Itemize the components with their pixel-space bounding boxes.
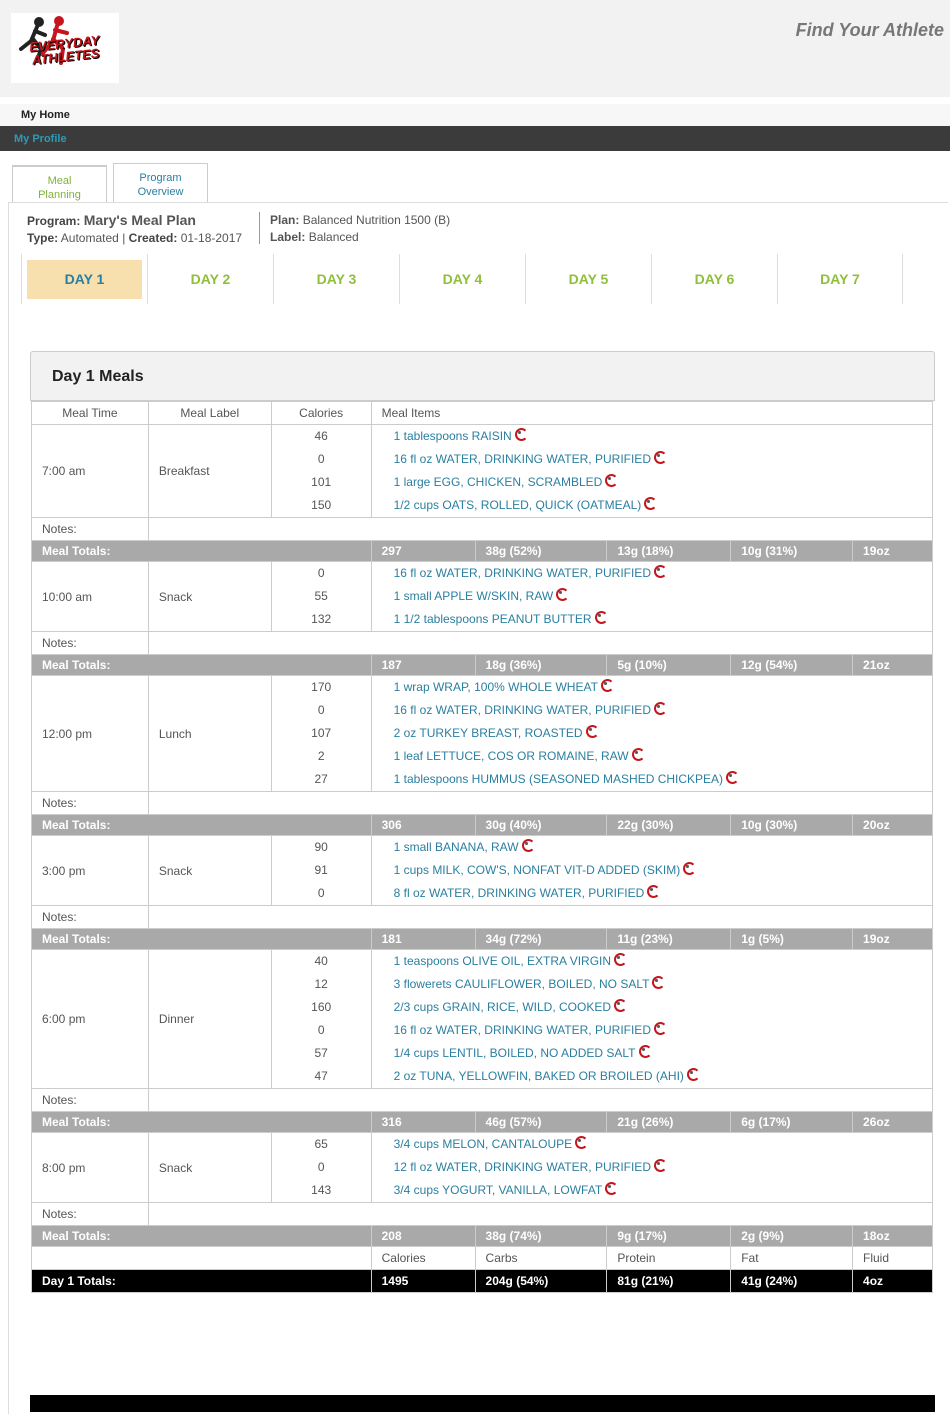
item-calories: 170 (311, 680, 332, 694)
day-total-carbs: 204g (54%) (475, 1270, 607, 1293)
total-carbs: 30g (40%) (475, 815, 607, 836)
separator: | (122, 231, 126, 245)
total-cal: 181 (371, 929, 475, 950)
meal-items-cell (371, 676, 932, 792)
swap-icon[interactable] (600, 678, 612, 690)
total-protein: 5g (10%) (607, 655, 731, 676)
meal-totals-row (32, 815, 933, 836)
notes-row (32, 518, 933, 541)
meal-item-link[interactable] (382, 699, 922, 722)
swap-icon[interactable] (646, 884, 658, 896)
swap-icon[interactable] (653, 1021, 665, 1033)
item-calories: 0 (317, 452, 325, 466)
summary-label-fluid: Fluid (853, 1247, 933, 1270)
meal-item-text: 3/4 cups YOGURT, VANILLA, LOWFAT (393, 1183, 603, 1197)
item-calories: 27 (314, 772, 328, 786)
notes-field[interactable] (148, 906, 932, 929)
summary-label-protein: Protein (607, 1247, 731, 1270)
total-cal: 306 (371, 815, 475, 836)
meal-item-text: 1 tablespoons RAISIN (393, 429, 512, 443)
meal-item-text: 3 flowerets CAULIFLOWER, BOILED, NO SALT (393, 977, 650, 991)
meal-item-text: 1 teaspoons OLIVE OIL, EXTRA VIRGIN (393, 954, 612, 968)
meal-item-link[interactable] (382, 1156, 922, 1179)
meal-totals-label: Meal Totals: (32, 815, 372, 836)
site-logo[interactable] (11, 13, 119, 83)
meal-items-cell (371, 562, 932, 632)
swap-icon[interactable] (653, 701, 665, 713)
meal-item-link[interactable] (382, 608, 922, 631)
plan-label-value: Balanced (308, 230, 359, 244)
item-calories: 160 (311, 1000, 332, 1014)
meals-header-box (30, 351, 935, 401)
meal-item-link[interactable] (382, 836, 922, 859)
total-protein: 21g (26%) (607, 1112, 731, 1133)
total-carbs: 38g (74%) (475, 1226, 607, 1247)
tab-label: Program Overview (137, 172, 184, 198)
meal-item-text: 2 oz TURKEY BREAST, ROASTED (393, 726, 583, 740)
meals-table (31, 401, 933, 1293)
swap-icon[interactable] (653, 564, 665, 576)
find-athlete-link[interactable]: Find Your Athlete (795, 20, 944, 40)
meal-totals-label: Meal Totals: (32, 541, 372, 562)
notes-label: Notes: (32, 518, 149, 541)
day-total-protein: 81g (21%) (607, 1270, 731, 1293)
swap-icon[interactable] (574, 1135, 586, 1147)
swap-icon[interactable] (638, 1044, 650, 1056)
notes-field[interactable] (148, 632, 932, 655)
meal-totals-row (32, 1226, 933, 1247)
meal-item-text: 1 1/2 tablespoons PEANUT BUTTER (393, 612, 592, 626)
col-meal-items: Meal Items (371, 402, 932, 425)
meal-totals-label: Meal Totals: (32, 1226, 372, 1247)
swap-icon[interactable] (686, 1067, 698, 1079)
meal-label: Dinner (148, 950, 271, 1089)
meal-item-text: 8 fl oz WATER, DRINKING WATER, PURIFIED (393, 886, 645, 900)
meal-row (32, 676, 933, 792)
meal-item-link[interactable] (382, 950, 922, 973)
meal-label: Snack (148, 1133, 271, 1203)
meals-title: Day 1 Meals (52, 368, 144, 385)
meal-row (32, 425, 933, 518)
total-fat: 10g (30%) (731, 815, 853, 836)
meal-calories-cell (271, 425, 371, 518)
meal-item-link[interactable] (382, 494, 922, 517)
meal-items-cell (371, 950, 932, 1089)
meal-item-text: 1 wrap WRAP, 100% WHOLE WHEAT (393, 680, 598, 694)
total-protein: 9g (17%) (607, 1226, 731, 1247)
meal-item-link[interactable] (382, 471, 922, 494)
item-calories: 12 (314, 977, 328, 991)
item-calories: 46 (314, 429, 328, 443)
item-calories: 55 (314, 589, 328, 603)
total-fluid: 21oz (853, 655, 933, 676)
col-calories: Calories (271, 402, 371, 425)
meal-label: Snack (148, 836, 271, 906)
meal-item-text: 16 fl oz WATER, DRINKING WATER, PURIFIED (393, 1023, 651, 1037)
total-fat: 6g (17%) (731, 1112, 853, 1133)
tab-meal-planning[interactable] (12, 165, 107, 203)
tab-label: Meal Planning (38, 175, 81, 201)
meal-calories-cell (271, 950, 371, 1089)
day-total-cal: 1495 (371, 1270, 475, 1293)
program-type: Automated (60, 231, 119, 245)
meal-item-text: 2 oz TUNA, YELLOWFIN, BAKED OR BROILED (AHI) (393, 1069, 684, 1083)
program-info (27, 212, 242, 247)
day-totals-label: Day 1 Totals: (32, 1270, 372, 1293)
meal-time: 7:00 am (32, 425, 149, 518)
program-label: Program: (27, 214, 81, 228)
meal-item-text: 1 small APPLE W/SKIN, RAW (393, 589, 554, 603)
day-tab-2[interactable] (147, 254, 273, 304)
item-calories: 150 (311, 498, 332, 512)
total-cal: 208 (371, 1226, 475, 1247)
meal-calories-cell (271, 676, 371, 792)
summary-spacer (32, 1247, 372, 1270)
day-tab-1[interactable] (21, 254, 147, 304)
meal-time: 10:00 am (32, 562, 149, 632)
meal-item-link[interactable] (382, 1133, 922, 1156)
meal-item-text: 16 fl oz WATER, DRINKING WATER, PURIFIED (393, 566, 651, 580)
notes-label: Notes: (32, 1203, 149, 1226)
total-fluid: 18oz (853, 1226, 933, 1247)
notes-label: Notes: (32, 792, 149, 815)
summary-label-fat: Fat (731, 1247, 853, 1270)
meal-time: 8:00 pm (32, 1133, 149, 1203)
item-calories: 65 (314, 1137, 328, 1151)
meal-row (32, 950, 933, 1089)
item-calories: 0 (317, 1160, 325, 1174)
day-total-fat: 41g (24%) (731, 1270, 853, 1293)
total-protein: 11g (23%) (607, 929, 731, 950)
total-fluid: 20oz (853, 815, 933, 836)
meal-totals-label: Meal Totals: (32, 1112, 372, 1133)
day-tab-label: DAY 7 (820, 271, 860, 287)
info-divider (259, 212, 260, 244)
swap-icon[interactable] (604, 473, 616, 485)
menu-home-bar (0, 104, 950, 126)
meal-item-text: 1/4 cups LENTIL, BOILED, NO ADDED SALT (393, 1046, 636, 1060)
meal-item-text: 1 cups MILK, COW'S, NONFAT VIT-D ADDED (SKIM) (393, 863, 681, 877)
meal-item-link[interactable] (382, 1179, 922, 1202)
meal-calories-cell (271, 836, 371, 906)
my-home-link[interactable]: My Home (21, 109, 70, 121)
day-tab-label: DAY 2 (190, 271, 231, 287)
swap-icon[interactable] (521, 838, 533, 850)
total-carbs: 34g (72%) (475, 929, 607, 950)
item-calories: 47 (314, 1069, 328, 1083)
item-calories: 0 (317, 566, 325, 580)
item-calories: 90 (314, 840, 328, 854)
day-tab-label: DAY 5 (568, 271, 609, 287)
meal-label: Lunch (148, 676, 271, 792)
summary-labels-row (32, 1247, 933, 1270)
plan-name: Balanced Nutrition 1500 (B) (302, 213, 451, 227)
type-label: Type: (27, 231, 59, 245)
meal-item-link[interactable] (382, 882, 922, 905)
total-protein: 22g (30%) (607, 815, 731, 836)
meal-item-text: 1/2 cups OATS, ROLLED, QUICK (OATMEAL) (393, 498, 642, 512)
meal-item-link[interactable] (382, 448, 922, 471)
swap-icon[interactable] (651, 975, 663, 987)
col-meal-time: Meal Time (32, 402, 149, 425)
meal-time: 12:00 pm (32, 676, 149, 792)
day-tab-6[interactable] (651, 254, 777, 304)
notes-field[interactable] (148, 1203, 932, 1226)
total-fat: 12g (54%) (731, 655, 853, 676)
notes-label: Notes: (32, 632, 149, 655)
notes-row (32, 906, 933, 929)
meal-item-link[interactable] (382, 745, 922, 768)
swap-icon[interactable] (585, 724, 597, 736)
meal-label: Breakfast (148, 425, 271, 518)
notes-label: Notes: (32, 1089, 149, 1112)
item-calories: 2 (317, 749, 325, 763)
meal-items-cell (371, 425, 932, 518)
logo-text: EVERYDAY ATHLETES (28, 32, 101, 68)
meal-totals-row (32, 1112, 933, 1133)
meal-totals-row (32, 929, 933, 950)
notes-field[interactable] (148, 792, 932, 815)
meal-calories-cell (271, 1133, 371, 1203)
meal-item-link[interactable] (382, 1019, 922, 1042)
swap-icon[interactable] (555, 587, 567, 599)
swap-icon[interactable] (682, 861, 694, 873)
meal-item-link[interactable] (382, 722, 922, 745)
meal-item-text: 2/3 cups GRAIN, RICE, WILD, COOKED (393, 1000, 612, 1014)
total-carbs: 18g (36%) (475, 655, 607, 676)
meal-item-link[interactable] (382, 1042, 922, 1065)
day-tab-7[interactable] (777, 254, 903, 304)
notes-row (32, 792, 933, 815)
item-calories: 57 (314, 1046, 328, 1060)
meal-item-link[interactable] (382, 996, 922, 1019)
day-tab-label: DAY 4 (442, 271, 483, 287)
total-cal: 187 (371, 655, 475, 676)
swap-icon[interactable] (631, 747, 643, 759)
my-profile-link[interactable]: My Profile (14, 133, 67, 145)
plan-label: Plan: (270, 213, 300, 227)
meal-row (32, 562, 933, 632)
notes-field[interactable] (148, 518, 932, 541)
notes-row (32, 1089, 933, 1112)
meal-item-link[interactable] (382, 768, 922, 791)
created-date: 01-18-2017 (180, 231, 243, 245)
total-fat: 2g (9%) (731, 1226, 853, 1247)
meal-totals-row (32, 541, 933, 562)
meal-item-text: 3/4 cups MELON, CANTALOUPE (393, 1137, 573, 1151)
total-cal: 297 (371, 541, 475, 562)
created-label: Created: (128, 231, 178, 245)
day-totals-row (32, 1270, 933, 1293)
meal-item-link[interactable] (382, 585, 922, 608)
item-calories: 0 (317, 1023, 325, 1037)
meal-totals-row (32, 655, 933, 676)
swap-icon[interactable] (653, 1158, 665, 1170)
table-header-row (32, 402, 933, 425)
tab-program-overview[interactable] (113, 163, 208, 203)
day-tab-label: DAY 3 (316, 271, 357, 287)
total-cal: 316 (371, 1112, 475, 1133)
site-header (0, 0, 950, 97)
item-calories: 107 (311, 726, 332, 740)
meal-item-link[interactable] (382, 1065, 922, 1088)
swap-icon[interactable] (643, 496, 655, 508)
total-fat: 1g (5%) (731, 929, 853, 950)
meal-time: 6:00 pm (32, 950, 149, 1089)
notes-label: Notes: (32, 906, 149, 929)
total-fluid: 19oz (853, 929, 933, 950)
swap-icon[interactable] (725, 770, 737, 782)
meal-item-text: 1 small BANANA, RAW (393, 840, 519, 854)
meal-item-link[interactable] (382, 562, 922, 585)
meal-label: Snack (148, 562, 271, 632)
swap-icon[interactable] (613, 998, 625, 1010)
meal-totals-label: Meal Totals: (32, 655, 372, 676)
swap-icon[interactable] (594, 610, 606, 622)
notes-row (32, 1203, 933, 1226)
item-calories: 0 (317, 886, 325, 900)
total-fat: 10g (31%) (731, 541, 853, 562)
col-meal-label: Meal Label (148, 402, 271, 425)
meal-item-text: 16 fl oz WATER, DRINKING WATER, PURIFIED (393, 703, 651, 717)
total-fluid: 19oz (853, 541, 933, 562)
total-carbs: 38g (52%) (475, 541, 607, 562)
item-calories: 91 (314, 863, 328, 877)
total-carbs: 46g (57%) (475, 1112, 607, 1133)
meal-items-cell (371, 1133, 932, 1203)
item-calories: 101 (311, 475, 332, 489)
meal-time: 3:00 pm (32, 836, 149, 906)
swap-icon[interactable] (514, 427, 526, 439)
item-calories: 40 (314, 954, 328, 968)
meal-item-text: 16 fl oz WATER, DRINKING WATER, PURIFIED (393, 452, 651, 466)
meal-totals-label: Meal Totals: (32, 929, 372, 950)
total-fluid: 26oz (853, 1112, 933, 1133)
item-calories: 143 (311, 1183, 332, 1197)
meal-item-link[interactable] (382, 973, 922, 996)
notes-field[interactable] (148, 1089, 932, 1112)
day-tabs (21, 254, 921, 304)
day-tab-5[interactable] (525, 254, 651, 304)
day-tab-label: DAY 6 (694, 271, 735, 287)
day-tab-4[interactable] (399, 254, 525, 304)
plan-info (270, 212, 450, 246)
program-name: Mary's Meal Plan (83, 212, 196, 228)
day-tab-label: DAY 1 (27, 260, 142, 299)
summary-label-cal: Calories (371, 1247, 475, 1270)
meal-row (32, 836, 933, 906)
day-total-fluid: 4oz (853, 1270, 933, 1293)
meal-row (32, 1133, 933, 1203)
notes-row (32, 632, 933, 655)
menu-profile-bar (0, 126, 950, 151)
day-tab-3[interactable] (273, 254, 399, 304)
meal-items-cell (371, 836, 932, 906)
label-label: Label: (270, 230, 306, 244)
bottom-bar (30, 1395, 935, 1412)
meal-item-link[interactable] (382, 859, 922, 882)
swap-icon[interactable] (653, 450, 665, 462)
meal-item-link[interactable] (382, 425, 922, 448)
meal-item-text: 1 leaf LETTUCE, COS OR ROMAINE, RAW (393, 749, 629, 763)
summary-label-carbs: Carbs (475, 1247, 607, 1270)
item-calories: 132 (311, 612, 332, 626)
meal-calories-cell (271, 562, 371, 632)
meal-item-text: 1 large EGG, CHICKEN, SCRAMBLED (393, 475, 603, 489)
swap-icon[interactable] (604, 1181, 616, 1193)
meal-item-text: 12 fl oz WATER, DRINKING WATER, PURIFIED (393, 1160, 651, 1174)
item-calories: 0 (317, 703, 325, 717)
meal-item-text: 1 tablespoons HUMMUS (SEASONED MASHED CHICKPEA) (393, 772, 724, 786)
swap-icon[interactable] (613, 952, 625, 964)
total-protein: 13g (18%) (607, 541, 731, 562)
meal-item-link[interactable] (382, 676, 922, 699)
